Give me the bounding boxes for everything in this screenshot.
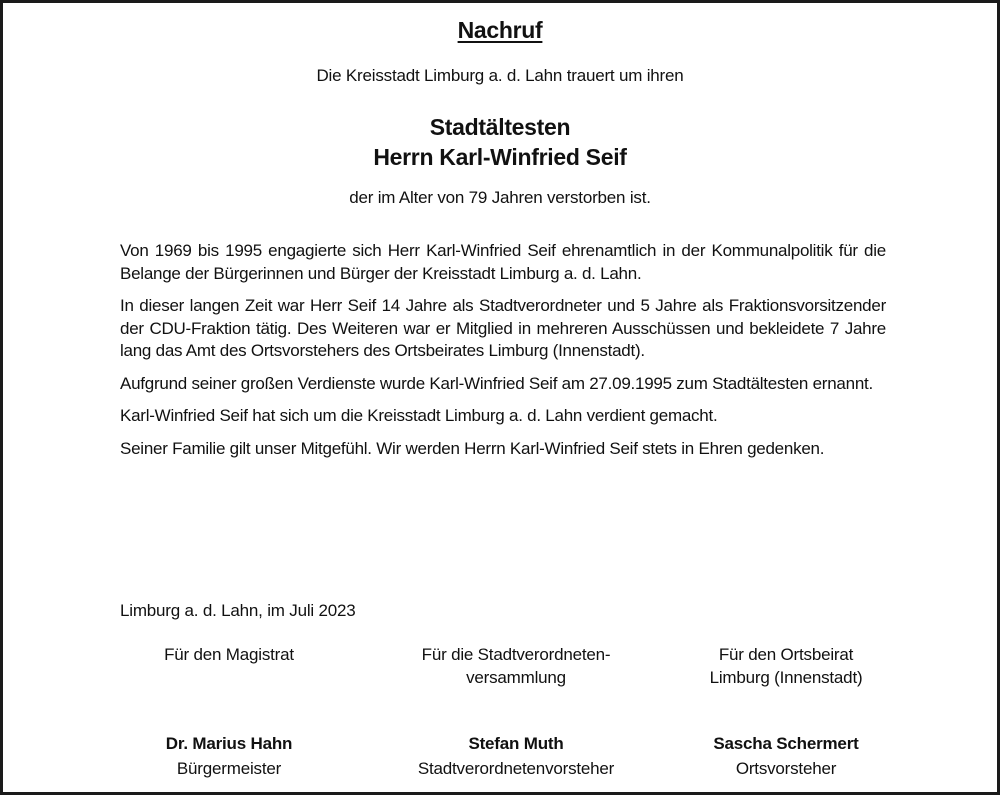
signatory-body: Für den Magistrat [164, 645, 294, 664]
paragraph: In dieser langen Zeit war Herr Seif 14 Jahre als Stadtverordneter und 5 Jahre als Fraktionsvorsitzender der CDU-Fraktion tätig. Des Weiteren war er Mitglied in mehreren Ausschüssen und bekleidete 7 Jahre lang das Amt des Ortsvorstehers des Ortsbeirates Limburg (Innenstadt). [120, 296, 886, 360]
honoree-name: Herrn Karl-Winfried Seif [373, 144, 627, 170]
notice-title: Nachruf [457, 17, 543, 43]
signatory-role: Stadtverordnetenvorsteher [417, 759, 615, 778]
place-date-line: Limburg a. d. Lahn, im Juli 2023 [120, 601, 356, 620]
body-text [120, 240, 886, 470]
signatory-name: Sascha Schermert [713, 734, 859, 753]
honoree-block [3, 112, 997, 172]
signatory-name: Stefan Muth [468, 734, 564, 753]
paragraph: Karl-Winfried Seif hat sich um die Kreisstadt Limburg a. d. Lahn verdient gemacht. [120, 406, 718, 425]
paragraph: Aufgrund seiner großen Verdienste wurde Karl-Winfried Seif am 27.09.1995 zum Stadtältesten ernannt. [120, 373, 873, 393]
paragraph: Von 1969 bis 1995 engagierte sich Herr Karl-Winfried Seif ehrenamtlich in der Kommunalpolitik für die Belange der Bürgerinnen und Bürger der Kreisstadt Limburg a. d. Lahn. [120, 241, 886, 283]
signatory-name: Dr. Marius Hahn [165, 734, 293, 753]
intro-line: Die Kreisstadt Limburg a. d. Lahn trauert um ihren [316, 66, 684, 85]
honoree-title: Stadtältesten [429, 114, 571, 140]
signatory-body: Für die Stadtverordneten- versammlung [421, 645, 611, 687]
signatory-role: Ortsvorsteher [735, 759, 837, 778]
signatory-body: Für den Ortsbeirat Limburg (Innenstadt) [709, 645, 863, 687]
age-line: der im Alter von 79 Jahren verstorben ist. [349, 188, 651, 207]
signatory-role: Bürgermeister [176, 759, 282, 778]
paragraph: Seiner Familie gilt unser Mitgefühl. Wir werden Herrn Karl-Winfried Seif stets in Ehren gedenken. [120, 438, 825, 458]
